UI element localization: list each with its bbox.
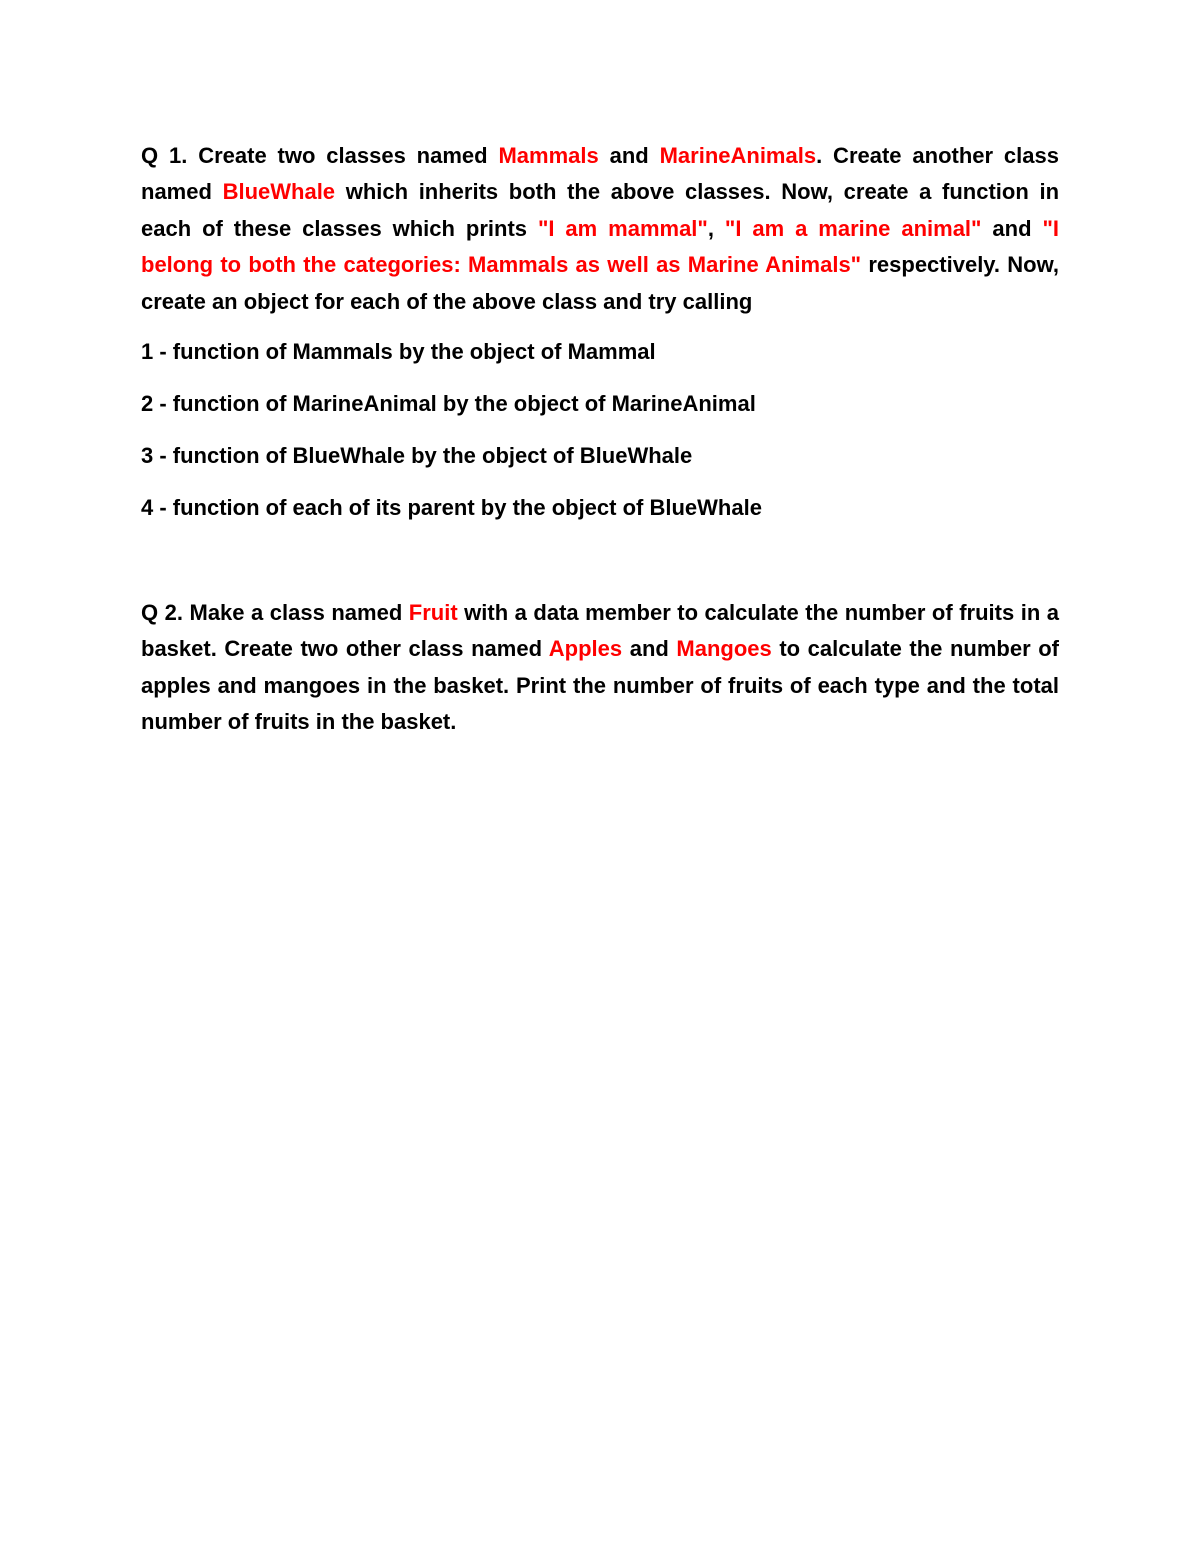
question-1 <box>141 138 1059 320</box>
class-name-marine-animals: MarineAnimals <box>659 143 817 168</box>
question-1-text: respectively. Now, create an object for each of the above class and try calling <box>141 252 1059 314</box>
class-name-mammals: Mammals <box>498 143 599 168</box>
question-1-text: which inherits both the above classes. Now, create a function in each of these classes which prints <box>141 179 1060 241</box>
quote-mammal: "I am mammal" <box>537 215 708 241</box>
list-item: 1 - function of Mammals by the object of Mammal <box>141 339 656 365</box>
question-1-text: Create two classes named <box>187 143 499 168</box>
list-item: 2 - function of MarineAnimal by the object of MarineAnimal <box>141 391 756 417</box>
question-1-text: , <box>707 215 725 241</box>
question-1-label: Q 1. <box>141 143 188 168</box>
document-body <box>141 138 1059 741</box>
question-2-text: and <box>622 636 677 662</box>
question-1-text: and <box>598 143 660 168</box>
class-name-mangoes: Mangoes <box>676 636 772 662</box>
question-2-text: Make a class named <box>182 600 409 626</box>
question-1-text: and <box>981 215 1043 241</box>
class-name-fruit: Fruit <box>408 600 458 626</box>
question-2-text: with a data member to calculate the number of fruits in a basket. Create two other class named <box>141 600 1060 662</box>
question-1-list <box>141 334 1059 526</box>
question-2-text: to calculate the number of apples and mangoes in the basket. Print the number of fruits of each type and the total number of fruits in the basket. <box>141 636 1060 735</box>
class-name-blue-whale: BlueWhale <box>222 179 336 205</box>
class-name-apples: Apples <box>548 636 623 662</box>
list-item: 3 - function of BlueWhale by the object of BlueWhale <box>141 443 693 469</box>
question-2-label: Q 2. <box>141 600 183 626</box>
list-item: 4 - function of each of its parent by the object of BlueWhale <box>141 495 762 521</box>
quote-both-categories: "I belong to both the categories: Mammals as well as Marine Animals" <box>141 215 1060 278</box>
quote-marine-animal: "I am a marine animal" <box>724 215 982 241</box>
question-2 <box>141 595 1059 741</box>
question-1-text: . Create another class named <box>141 143 1059 205</box>
